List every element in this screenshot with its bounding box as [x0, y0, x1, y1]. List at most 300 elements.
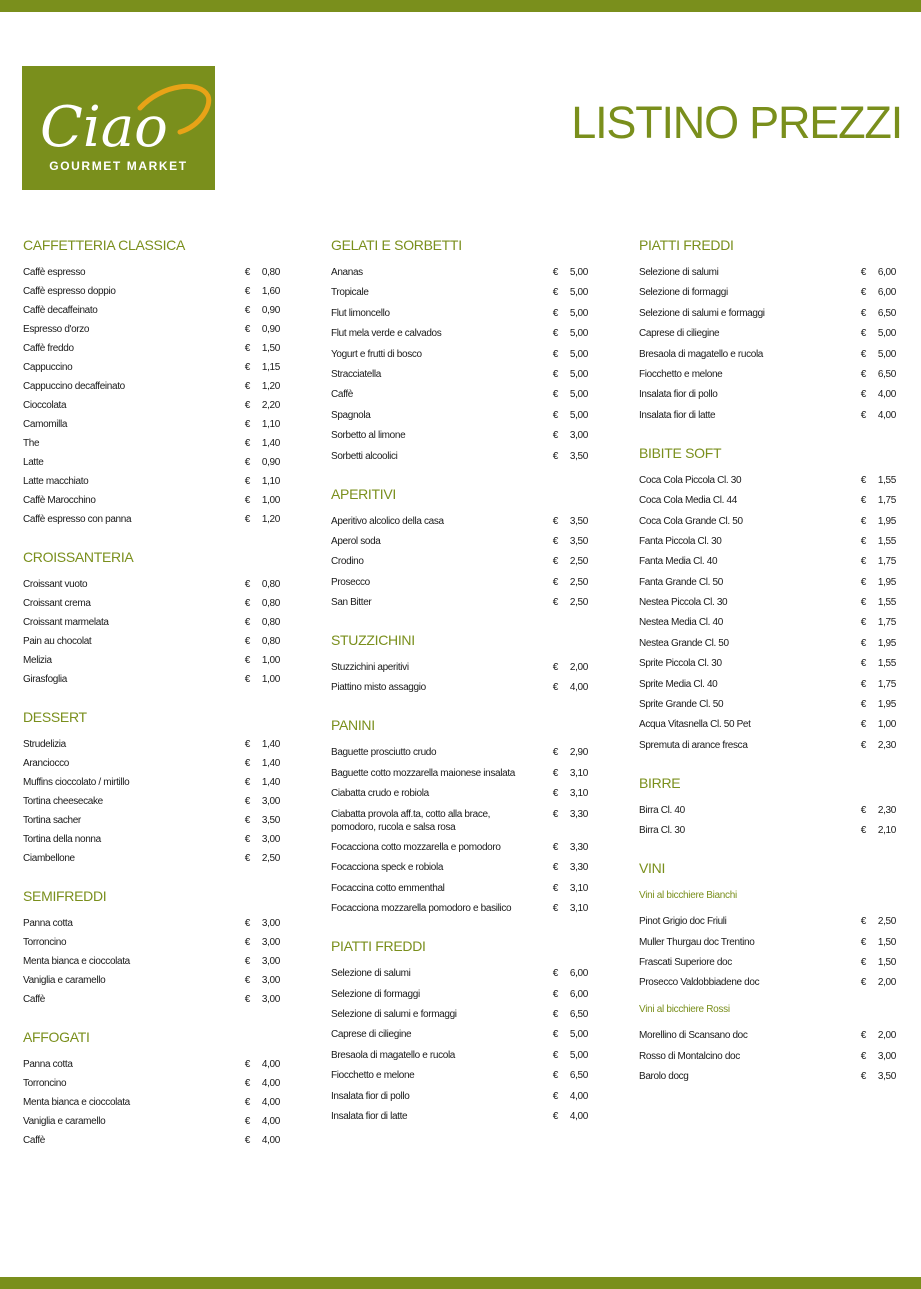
- currency-symbol: €: [860, 936, 866, 948]
- item-name: Sorbetti alcoolici: [331, 450, 398, 462]
- menu-item: [23, 673, 280, 686]
- item-name: Selezione di formaggi: [331, 988, 420, 1000]
- menu-item: [639, 678, 896, 691]
- item-name: Selezione di salumi: [331, 968, 411, 980]
- menu-item: [23, 361, 280, 374]
- item-name: Spremuta di arance fresca: [639, 739, 748, 751]
- item-price: 1,60: [261, 286, 280, 297]
- item-price: 2,00: [569, 662, 588, 674]
- item-price: 3,00: [261, 918, 280, 929]
- item-price: 1,00: [261, 674, 280, 685]
- item-price: 6,50: [569, 1008, 588, 1020]
- menu-item: [639, 596, 896, 609]
- item-price: 3,10: [569, 767, 588, 779]
- section-title: PANINI: [331, 717, 375, 734]
- item-price: 4,00: [261, 1135, 280, 1146]
- item-name: Morellino di Scansano doc: [639, 1030, 748, 1042]
- item-name: Panna cotta: [23, 1059, 73, 1070]
- currency-symbol: €: [860, 825, 866, 837]
- item-name: Fanta Grande Cl. 50: [639, 576, 723, 588]
- currency-symbol: €: [860, 348, 866, 360]
- item-name: Vaniglia e caramello: [23, 1116, 106, 1127]
- item-price: 1,95: [877, 576, 896, 588]
- menu-item: [639, 555, 896, 568]
- item-name: Muller Thurgau doc Trentino: [639, 936, 755, 948]
- section-title: DESSERT: [23, 709, 87, 725]
- item-name: Barolo docg: [639, 1071, 689, 1083]
- item-price: 6,50: [877, 368, 896, 380]
- currency-symbol: €: [552, 556, 558, 568]
- menu-item: [639, 1070, 896, 1083]
- item-name: Selezione di salumi: [639, 267, 719, 278]
- item-price: 1,75: [877, 678, 896, 690]
- currency-symbol: €: [552, 368, 558, 380]
- menu-item: [23, 852, 280, 865]
- menu-item: [23, 1115, 280, 1128]
- item-name: Caffè freddo: [23, 343, 74, 354]
- item-name: Selezione di formaggi: [639, 287, 728, 299]
- item-name: Espresso d'orzo: [23, 324, 90, 335]
- subsection-title: Vini al bicchiere Rossi: [639, 1004, 730, 1016]
- item-name: Acqua Vitasnella Cl. 50 Pet: [639, 719, 751, 731]
- item-name: Stracciatella: [331, 368, 381, 380]
- menu-item: [639, 936, 896, 949]
- item-name: Piattino misto assaggio: [331, 682, 426, 694]
- currency-symbol: €: [860, 739, 866, 751]
- menu-item: [23, 936, 280, 949]
- item-price: 5,00: [569, 328, 588, 340]
- currency-symbol: €: [244, 777, 250, 788]
- item-price: 1,75: [877, 556, 896, 568]
- currency-symbol: €: [552, 535, 558, 547]
- subsection-title: Vini al bicchiere Bianchi: [639, 890, 737, 902]
- currency-symbol: €: [552, 747, 558, 759]
- item-name: Latte: [23, 457, 44, 468]
- item-price: 5,00: [569, 287, 588, 299]
- currency-symbol: €: [860, 287, 866, 299]
- item-name: Caffè decaffeinato: [23, 305, 98, 316]
- menu-item: [23, 342, 280, 355]
- currency-symbol: €: [860, 576, 866, 588]
- menu-item: [23, 814, 280, 827]
- currency-symbol: €: [552, 767, 558, 779]
- item-price: 5,00: [569, 409, 588, 421]
- item-name: Camomilla: [23, 419, 68, 430]
- menu-section: [23, 887, 280, 1006]
- currency-symbol: €: [552, 328, 558, 340]
- currency-symbol: €: [244, 381, 250, 392]
- menu-item: [331, 808, 588, 834]
- item-price: 4,00: [569, 682, 588, 694]
- menu-item: [331, 681, 588, 694]
- menu-item: [331, 535, 588, 548]
- currency-symbol: €: [244, 1135, 250, 1146]
- item-price: 5,00: [569, 348, 588, 360]
- item-name: Insalata fior di latte: [639, 409, 716, 421]
- currency-symbol: €: [552, 842, 558, 854]
- item-name: Flut mela verde e calvados: [331, 328, 442, 340]
- item-price: 1,95: [877, 699, 896, 711]
- item-name: Caffè: [23, 994, 45, 1005]
- menu-item: [23, 833, 280, 846]
- item-name: Caffè espresso con panna: [23, 514, 132, 525]
- item-name: Ciabatta provola aff.ta, cotto alla brace, pomodoro, rucola e salsa rosa: [331, 808, 491, 833]
- currency-symbol: €: [552, 682, 558, 694]
- currency-symbol: €: [244, 674, 250, 685]
- item-price: 1,75: [877, 495, 896, 507]
- menu-section: [639, 236, 896, 422]
- currency-symbol: €: [244, 286, 250, 297]
- item-name: Vaniglia e caramello: [23, 975, 106, 986]
- currency-symbol: €: [860, 658, 866, 670]
- currency-symbol: €: [860, 1071, 866, 1083]
- menu-section: [331, 236, 588, 463]
- item-name: Torroncino: [23, 1078, 67, 1089]
- item-price: 3,30: [569, 842, 588, 854]
- currency-symbol: €: [860, 556, 866, 568]
- menu-item: [639, 368, 896, 381]
- item-price: 6,00: [569, 988, 588, 1000]
- menu-item: [23, 1134, 280, 1147]
- section-title: GELATI E SORBETTI: [331, 237, 462, 253]
- item-price: 0,90: [261, 324, 280, 335]
- currency-symbol: €: [552, 348, 558, 360]
- menu-item: [23, 776, 280, 789]
- section-title: CAFFETTERIA CLASSICA: [23, 237, 186, 253]
- menu-item: [639, 804, 896, 817]
- item-price: 0,80: [261, 636, 280, 647]
- currency-symbol: €: [244, 457, 250, 468]
- menu-item: [23, 597, 280, 610]
- currency-symbol: €: [860, 515, 866, 527]
- currency-symbol: €: [244, 579, 250, 590]
- item-price: 1,40: [261, 777, 280, 788]
- menu-item: [331, 429, 588, 442]
- item-name: Caffè: [331, 389, 353, 401]
- item-price: 1,40: [261, 438, 280, 449]
- menu-item: [23, 795, 280, 808]
- item-price: 3,10: [569, 882, 588, 894]
- menu-item: [331, 1028, 588, 1041]
- currency-symbol: €: [860, 977, 866, 989]
- item-name: Prosecco Valdobbiadene doc: [639, 977, 760, 989]
- menu-column-2: [331, 236, 588, 1145]
- item-price: 4,00: [261, 1116, 280, 1127]
- menu-item: [639, 494, 896, 507]
- item-price: 5,00: [569, 307, 588, 319]
- item-name: Coca Cola Media Cl. 44: [639, 495, 737, 507]
- item-name: The: [23, 438, 40, 449]
- item-name: Frascati Superiore doc: [639, 956, 732, 968]
- currency-symbol: €: [860, 637, 866, 649]
- item-name: Selezione di salumi e formaggi: [331, 1008, 457, 1020]
- currency-symbol: €: [860, 956, 866, 968]
- item-name: Bresaola di magatello e rucola: [639, 348, 764, 360]
- item-price: 1,95: [877, 515, 896, 527]
- item-name: Prosecco: [331, 576, 370, 588]
- currency-symbol: €: [860, 1030, 866, 1042]
- item-name: Sprite Media Cl. 40: [639, 678, 718, 690]
- item-price: 1,55: [877, 597, 896, 609]
- item-name: Pain au chocolat: [23, 636, 92, 647]
- item-price: 4,00: [261, 1059, 280, 1070]
- item-price: 1,95: [877, 637, 896, 649]
- item-name: Yogurt e frutti di bosco: [331, 348, 422, 360]
- currency-symbol: €: [552, 968, 558, 980]
- menu-item: [23, 380, 280, 393]
- menu-item: [23, 513, 280, 526]
- item-name: Ciabatta crudo e robiola: [331, 788, 429, 800]
- item-price: 6,00: [877, 287, 896, 299]
- item-price: 2,50: [569, 556, 588, 568]
- item-name: Caffè: [23, 1135, 45, 1146]
- menu-item: [331, 882, 588, 895]
- menu-item: [639, 535, 896, 548]
- menu-item: [331, 1069, 588, 1082]
- item-name: Rosso di Montalcino doc: [639, 1050, 740, 1062]
- menu-item: [23, 635, 280, 648]
- item-name: Focacciona mozzarella pomodoro e basilico: [331, 903, 512, 915]
- currency-symbol: €: [860, 389, 866, 401]
- menu-item: [331, 902, 588, 915]
- currency-symbol: €: [860, 1050, 866, 1062]
- item-name: Menta bianca e cioccolata: [23, 1097, 130, 1108]
- currency-symbol: €: [244, 305, 250, 316]
- item-price: 2,90: [569, 747, 588, 759]
- item-price: 0,80: [261, 267, 280, 278]
- item-price: 3,30: [569, 862, 588, 874]
- section-title: BIRRE: [639, 774, 681, 791]
- item-price: 2,50: [569, 597, 588, 609]
- item-price: 1,20: [261, 381, 280, 392]
- item-price: 1,50: [877, 936, 896, 948]
- menu-item: [331, 1049, 588, 1062]
- item-price: 1,00: [261, 495, 280, 506]
- menu-item: [331, 555, 588, 568]
- item-name: Insalata fior di latte: [331, 1110, 408, 1122]
- item-price: 4,00: [261, 1097, 280, 1108]
- item-name: Cappuccino decaffeinato: [23, 381, 125, 392]
- menu-item: [639, 474, 896, 487]
- menu-column-3: [639, 236, 896, 1105]
- item-price: 4,00: [877, 389, 896, 401]
- currency-symbol: €: [244, 438, 250, 449]
- menu-section: [331, 937, 588, 1123]
- currency-symbol: €: [244, 636, 250, 647]
- item-name: Croissant marmelata: [23, 617, 109, 628]
- item-price: 5,00: [877, 328, 896, 340]
- item-name: Spagnola: [331, 409, 371, 421]
- menu-item: [331, 1008, 588, 1021]
- currency-symbol: €: [244, 267, 250, 278]
- item-name: Ananas: [331, 267, 363, 278]
- menu-item: [331, 450, 588, 463]
- currency-symbol: €: [244, 758, 250, 769]
- menu-section: [23, 708, 280, 865]
- item-price: 3,00: [877, 1050, 896, 1062]
- menu-item: [639, 616, 896, 629]
- currency-symbol: €: [244, 1097, 250, 1108]
- menu-item: [23, 757, 280, 770]
- menu-item: [23, 578, 280, 591]
- section-title: AFFOGATI: [23, 1029, 90, 1045]
- currency-symbol: €: [244, 739, 250, 750]
- item-price: 2,50: [261, 853, 280, 864]
- item-price: 5,00: [569, 368, 588, 380]
- currency-symbol: €: [552, 450, 558, 462]
- item-name: Nestea Piccola Cl. 30: [639, 597, 728, 609]
- currency-symbol: €: [244, 655, 250, 666]
- item-price: 6,00: [569, 968, 588, 980]
- menu-item: [331, 327, 588, 340]
- menu-item: [639, 388, 896, 401]
- item-price: 3,00: [261, 937, 280, 948]
- item-price: 0,90: [261, 305, 280, 316]
- item-price: 4,00: [261, 1078, 280, 1089]
- item-name: Focacciona cotto mozzarella e pomodoro: [331, 842, 501, 854]
- logo-tagline: GOURMET MARKET: [49, 159, 188, 173]
- item-name: Fanta Piccola Cl. 30: [639, 535, 722, 547]
- item-price: 5,00: [877, 348, 896, 360]
- item-name: Crodino: [331, 556, 364, 568]
- menu-item: [23, 738, 280, 751]
- item-name: Aranciocco: [23, 758, 69, 769]
- menu-item: [23, 323, 280, 336]
- currency-symbol: €: [860, 597, 866, 609]
- currency-symbol: €: [244, 476, 250, 487]
- currency-symbol: €: [552, 307, 558, 319]
- top-green-bar: [0, 0, 921, 12]
- section-title: PIATTI FREDDI: [331, 938, 426, 955]
- currency-symbol: €: [552, 662, 558, 674]
- item-price: 3,10: [569, 903, 588, 915]
- item-name: Caffè Marocchino: [23, 495, 96, 506]
- item-name: Nestea Grande Cl. 50: [639, 637, 729, 649]
- item-price: 2,30: [877, 739, 896, 751]
- item-price: 3,50: [569, 515, 588, 527]
- menu-section: [23, 548, 280, 686]
- item-name: Cioccolata: [23, 400, 67, 411]
- menu-item: [331, 596, 588, 609]
- currency-symbol: €: [244, 853, 250, 864]
- menu-item: [331, 1110, 588, 1123]
- item-name: Birra Cl. 30: [639, 825, 685, 837]
- menu-item: [331, 286, 588, 299]
- item-name: Pinot Grigio doc Friuli: [639, 916, 727, 928]
- currency-symbol: €: [244, 598, 250, 609]
- menu-item: [331, 661, 588, 674]
- menu-item: [23, 494, 280, 507]
- menu-item: [23, 955, 280, 968]
- currency-symbol: €: [552, 882, 558, 894]
- currency-symbol: €: [244, 343, 250, 354]
- item-name: Aperitivo alcolico della casa: [331, 515, 444, 527]
- item-name: Birra Cl. 40: [639, 804, 685, 816]
- currency-symbol: €: [552, 903, 558, 915]
- section-title: CROISSANTERIA: [23, 549, 134, 565]
- menu-item: [331, 307, 588, 320]
- item-price: 3,00: [261, 834, 280, 845]
- currency-symbol: €: [244, 834, 250, 845]
- currency-symbol: €: [552, 515, 558, 527]
- item-name: Sorbetto al limone: [331, 430, 406, 442]
- menu-section: [23, 1028, 280, 1147]
- menu-item: [331, 348, 588, 361]
- item-name: Fanta Media Cl. 40: [639, 556, 718, 568]
- section-title: PIATTI FREDDI: [639, 237, 734, 253]
- menu-item: [639, 657, 896, 670]
- menu-section: [639, 444, 896, 752]
- item-name: Caprese di ciliegine: [639, 328, 720, 340]
- item-name: Caffè espresso doppio: [23, 286, 116, 297]
- menu-item: [639, 698, 896, 711]
- item-name: Sprite Piccola Cl. 30: [639, 658, 722, 670]
- menu-item: [639, 1029, 896, 1042]
- currency-symbol: €: [244, 937, 250, 948]
- item-name: Insalata fior di pollo: [331, 1090, 410, 1102]
- item-name: Sprite Grande Cl. 50: [639, 699, 724, 711]
- item-price: 1,50: [261, 343, 280, 354]
- menu-item: [331, 515, 588, 528]
- currency-symbol: €: [860, 409, 866, 421]
- item-name: Baguette prosciutto crudo: [331, 747, 437, 759]
- item-price: 1,00: [877, 719, 896, 731]
- item-price: 6,50: [877, 307, 896, 319]
- menu-item: [23, 974, 280, 987]
- currency-symbol: €: [860, 699, 866, 711]
- item-price: 1,00: [261, 655, 280, 666]
- item-price: 3,50: [569, 450, 588, 462]
- page-title: LISTINO PREZZI: [571, 97, 902, 148]
- currency-symbol: €: [244, 400, 250, 411]
- menu-item: [639, 286, 896, 299]
- item-price: 2,30: [877, 804, 896, 816]
- menu-section: [639, 774, 896, 837]
- item-name: Tortina sacher: [23, 815, 81, 826]
- item-price: 3,00: [569, 430, 588, 442]
- currency-symbol: €: [244, 815, 250, 826]
- currency-symbol: €: [860, 328, 866, 340]
- menu-item: [23, 1096, 280, 1109]
- currency-symbol: €: [552, 267, 558, 278]
- item-name: Aperol soda: [331, 535, 381, 547]
- menu-item: [331, 746, 588, 759]
- currency-symbol: €: [244, 362, 250, 373]
- currency-symbol: €: [552, 1090, 558, 1102]
- menu-item: [639, 409, 896, 422]
- menu-item: [639, 637, 896, 650]
- item-price: 1,55: [877, 474, 896, 486]
- menu-section: [331, 485, 588, 610]
- item-price: 1,55: [877, 535, 896, 547]
- currency-symbol: €: [244, 495, 250, 506]
- currency-symbol: €: [552, 1110, 558, 1122]
- currency-symbol: €: [860, 678, 866, 690]
- item-name: Tropicale: [331, 287, 369, 299]
- item-price: 0,80: [261, 579, 280, 590]
- menu-item: [331, 988, 588, 1001]
- item-name: Melizia: [23, 655, 52, 666]
- menu-item: [639, 915, 896, 928]
- item-name: Nestea Media Cl. 40: [639, 617, 723, 629]
- item-price: 3,00: [261, 975, 280, 986]
- item-price: 6,50: [569, 1070, 588, 1082]
- currency-symbol: €: [244, 956, 250, 967]
- item-name: Muffins cioccolato / mirtillo: [23, 777, 130, 788]
- item-name: Coca Cola Piccola Cl. 30: [639, 474, 742, 486]
- currency-symbol: €: [552, 409, 558, 421]
- item-name: Panna cotta: [23, 918, 73, 929]
